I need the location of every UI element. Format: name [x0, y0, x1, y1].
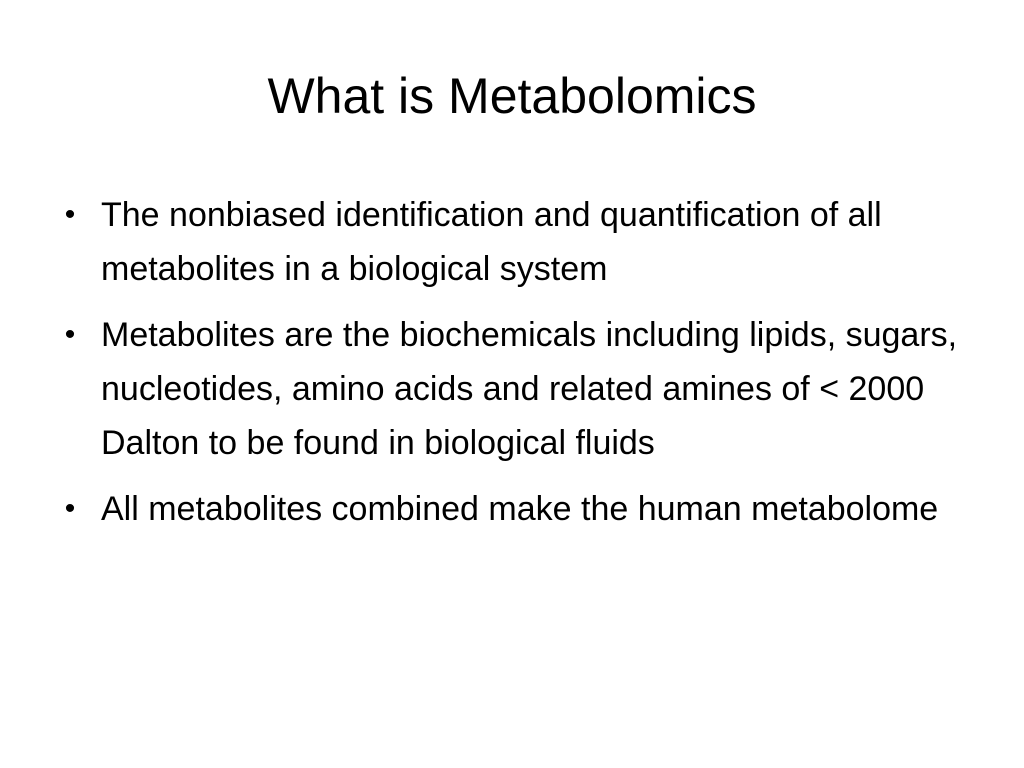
bullet-item — [60, 308, 980, 470]
bullet-point-icon: • — [64, 492, 76, 525]
bullet-text: All metabolites combined make the human metabolome — [101, 490, 939, 528]
bullet-text: Metabolites are the biochemicals including lipids, sugars, nucleotides, amino acids and related amines of < 2000 Dalton to be found in biological fluids — [101, 316, 958, 462]
bullet-item — [60, 188, 980, 296]
bullet-item — [60, 482, 980, 536]
bullet-point-icon: • — [64, 318, 76, 351]
bullet-text: The nonbiased identification and quantification of all metabolites in a biological system — [101, 196, 882, 288]
bullet-list — [60, 188, 980, 548]
slide-title: What is Metabolomics — [267, 68, 757, 124]
bullet-point-icon: • — [64, 198, 76, 231]
